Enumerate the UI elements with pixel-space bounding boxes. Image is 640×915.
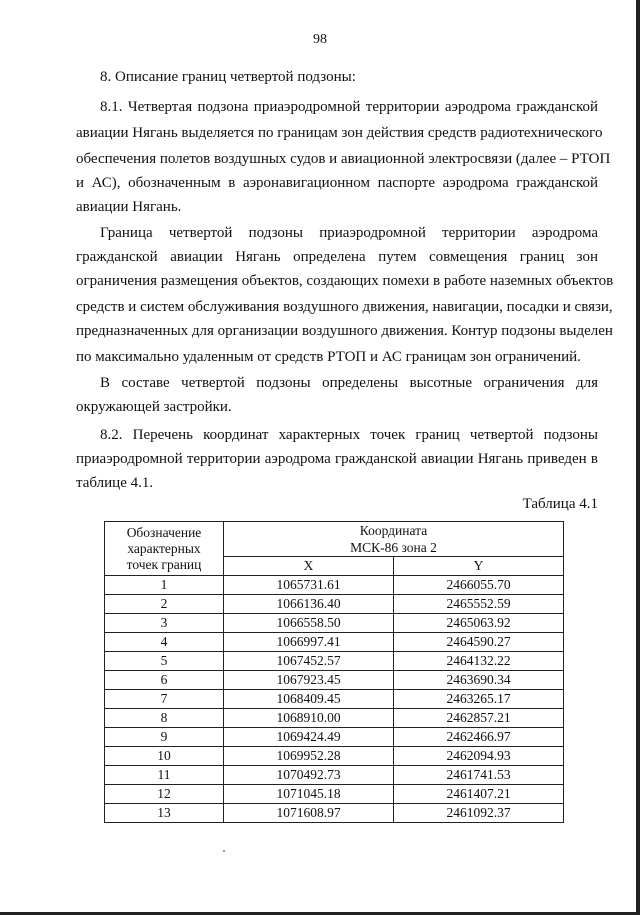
paragraph-8-2-line-2: приаэродромной территории аэродрома гражданской авиации Нягань приведен в bbox=[76, 451, 598, 467]
table-row bbox=[105, 576, 564, 595]
paragraph-border-line-4: средств и систем обслуживания воздушного движения, навигации, посадки и связи, bbox=[76, 299, 613, 315]
cell-y: 2466055.70 bbox=[394, 576, 564, 595]
table-row bbox=[105, 633, 564, 652]
cell-y: 2463265.17 bbox=[394, 690, 564, 709]
cell-y: 2464132.22 bbox=[394, 652, 564, 671]
paragraph-border-line-6: по максимально удаленным от средств РТОП и АС границам зон ограничений. bbox=[76, 349, 581, 365]
cell-x: 1071045.18 bbox=[224, 785, 394, 804]
cell-x: 1066558.50 bbox=[224, 614, 394, 633]
header-point-line-2: характерных bbox=[127, 540, 201, 556]
header-coordinate-line-1: Координата bbox=[359, 523, 428, 538]
header-y: Y bbox=[394, 557, 564, 576]
cell-y: 2461092.37 bbox=[394, 804, 564, 823]
section-heading: 8. Описание границ четвертой подзоны: bbox=[100, 69, 356, 85]
paragraph-8-1-line-3: обеспечения полетов воздушных судов и авиационной электросвязи (далее – РТОП bbox=[76, 151, 611, 167]
cell-point: 12 bbox=[105, 785, 224, 804]
paragraph-border-line-2: гражданской авиации Нягань определена путем совмещения границ зон bbox=[76, 249, 598, 265]
cell-y: 2462857.21 bbox=[394, 709, 564, 728]
cell-point: 3 bbox=[105, 614, 224, 633]
cell-y: 2462466.97 bbox=[394, 728, 564, 747]
cell-x: 1071608.97 bbox=[224, 804, 394, 823]
cell-x: 1066136.40 bbox=[224, 595, 394, 614]
cell-point: 7 bbox=[105, 690, 224, 709]
cell-point: 13 bbox=[105, 804, 224, 823]
paragraph-8-2-line-1: 8.2. Перечень координат характерных точек границ четвертой подзоны bbox=[100, 427, 598, 443]
table-row bbox=[105, 652, 564, 671]
cell-y: 2464590.27 bbox=[394, 633, 564, 652]
cell-x: 1068910.00 bbox=[224, 709, 394, 728]
cell-point: 1 bbox=[105, 576, 224, 595]
coordinates-table bbox=[104, 521, 564, 823]
paragraph-border-line-1: Граница четвертой подзоны приаэродромной территории аэродрома bbox=[100, 225, 598, 241]
header-point-line-3: точек границ bbox=[126, 556, 202, 572]
table-caption: Таблица 4.1 bbox=[522, 496, 598, 512]
cell-y: 2462094.93 bbox=[394, 747, 564, 766]
table-row bbox=[105, 690, 564, 709]
table-body bbox=[105, 576, 564, 823]
table-header-row bbox=[105, 522, 564, 557]
header-point-designation bbox=[105, 522, 224, 576]
table-row bbox=[105, 671, 564, 690]
paragraph-8-2-line-3: таблице 4.1. bbox=[76, 475, 154, 491]
cell-y: 2465552.59 bbox=[394, 595, 564, 614]
table-row bbox=[105, 747, 564, 766]
paragraph-8-1-line-5: авиации Нягань. bbox=[76, 199, 182, 215]
paragraph-8-1-line-2: авиации Нягань выделяется по границам зон действия средств радиотехнического bbox=[76, 125, 603, 141]
scan-edge-right bbox=[636, 0, 640, 915]
header-x: X bbox=[224, 557, 394, 576]
table-row bbox=[105, 595, 564, 614]
table-row bbox=[105, 785, 564, 804]
cell-x: 1070492.73 bbox=[224, 766, 394, 785]
paragraph-height-line-1: В составе четвертой подзоны определены высотные ограничения для bbox=[100, 375, 598, 391]
table-row bbox=[105, 709, 564, 728]
table-row bbox=[105, 728, 564, 747]
scan-speck bbox=[223, 850, 225, 852]
cell-point: 4 bbox=[105, 633, 224, 652]
table-row bbox=[105, 766, 564, 785]
paragraph-border-line-3: ограничения размещения объектов, создающих помехи в работе наземных объектов bbox=[76, 273, 614, 289]
cell-x: 1066997.41 bbox=[224, 633, 394, 652]
header-coordinate-line-2: МСК-86 зона 2 bbox=[350, 540, 437, 555]
paragraph-8-1-line-1: 8.1. Четвертая подзона приаэродромной территории аэродрома гражданской bbox=[100, 99, 598, 115]
cell-point: 8 bbox=[105, 709, 224, 728]
cell-point: 11 bbox=[105, 766, 224, 785]
cell-y: 2463690.34 bbox=[394, 671, 564, 690]
cell-point: 9 bbox=[105, 728, 224, 747]
cell-y: 2465063.92 bbox=[394, 614, 564, 633]
table-row bbox=[105, 804, 564, 823]
header-point-line-1: Обозначение bbox=[126, 524, 202, 540]
header-coordinate bbox=[224, 522, 564, 557]
cell-point: 2 bbox=[105, 595, 224, 614]
paragraph-8-1-line-4: и АС), обозначенным в аэронавигационном паспорте аэродрома гражданской bbox=[76, 175, 598, 191]
cell-x: 1065731.61 bbox=[224, 576, 394, 595]
cell-x: 1067452.57 bbox=[224, 652, 394, 671]
paragraph-height-line-2: окружающей застройки. bbox=[76, 399, 232, 415]
cell-y: 2461741.53 bbox=[394, 766, 564, 785]
cell-x: 1069424.49 bbox=[224, 728, 394, 747]
cell-point: 5 bbox=[105, 652, 224, 671]
cell-x: 1068409.45 bbox=[224, 690, 394, 709]
cell-x: 1067923.45 bbox=[224, 671, 394, 690]
cell-point: 6 bbox=[105, 671, 224, 690]
page-number: 98 bbox=[313, 32, 327, 47]
cell-point: 10 bbox=[105, 747, 224, 766]
cell-y: 2461407.21 bbox=[394, 785, 564, 804]
cell-x: 1069952.28 bbox=[224, 747, 394, 766]
table-row bbox=[105, 614, 564, 633]
paragraph-border-line-5: предназначенных для организации воздушного движения. Контур подзоны выделен bbox=[76, 323, 613, 339]
